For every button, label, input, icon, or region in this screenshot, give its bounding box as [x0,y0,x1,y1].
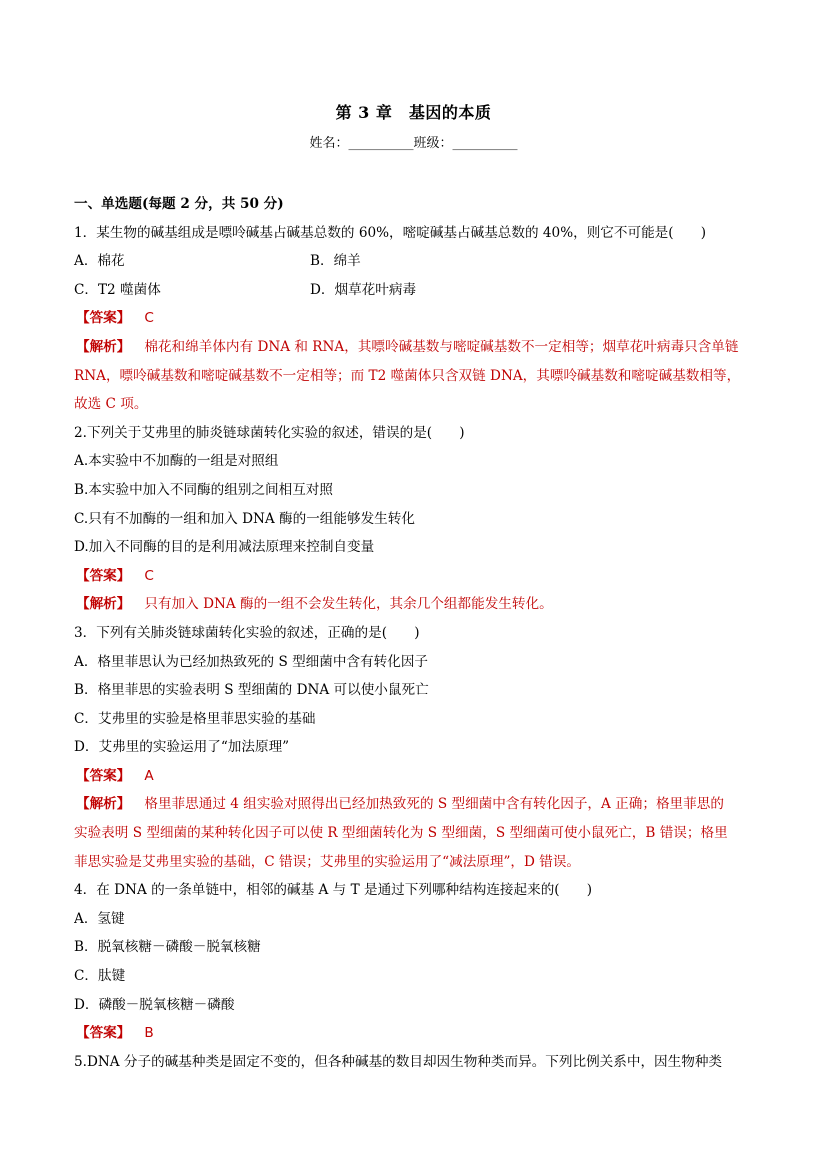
name-class-row [0,132,827,151]
q3-option-c: C．艾弗里的实验是格里菲思实验的基础 [74,710,316,727]
q3-answer [74,762,760,791]
q3-option-a: A．格里菲思认为已经加热致死的 S 型细菌中含有转化因子 [74,653,429,670]
q1-answer [74,304,760,333]
q4-option-d: D．磷酸－脱氧核糖－磷酸 [74,996,235,1013]
q2-analysis-text: 只有加入 DNA 酶的一组不会发生转化，其余几个组都能发生转化。 [144,596,553,613]
q4-answer [74,1019,760,1048]
q2-answer [74,562,760,591]
page-title: 第 3 章 基因的本质 [335,103,492,122]
q3-answer-tag: 【答案】 [76,767,131,784]
q3-analysis-text-1: 格里菲思通过 4 组实验对照得出已经加热致死的 S 型细菌中含有转化因子，A 正确；格里菲思的 [144,796,724,813]
q4-option-b: B．脱氧核糖－磷酸－脱氧核糖 [74,939,261,956]
q2-analysis-tag: 【解析】 [76,596,131,613]
q1-option-c: C．T2 噬菌体 [74,281,161,298]
q1-analysis-line-1 [74,333,760,362]
q2-stem: 2.下列关于艾弗里的肺炎链球菌转化实验的叙述，错误的是( ) [74,424,465,441]
class-blank: __________ [452,136,518,151]
q1-answer-tag: 【答案】 [76,310,131,327]
q3-analysis-line-3: 菲思实验是艾弗里实验的基础，C 错误；艾弗里的实验运用了“减法原理”，D 错误。 [74,853,581,870]
q1-analysis-line-2: RNA，嘌呤碱基数和嘧啶碱基数不一定相等；而 T2 噬菌体只含双链 DNA，其嘌呤碱基数和嘧啶碱基数相等， [74,367,741,384]
q3-stem: 3．下列有关肺炎链球菌转化实验的叙述，正确的是( ) [74,624,420,641]
q2-option-a: A.本实验中不加酶的一组是对照组 [74,453,279,470]
q1-stem: 1．某生物的碱基组成是嘌呤碱基占碱基总数的 60%，嘧啶碱基占碱基总数的 40%，则它不可能是( ) [74,224,707,241]
q3-answer-value: A [144,767,154,784]
q2-option-b: B.本实验中加入不同酶的组别之间相互对照 [74,481,333,498]
q2-option-d: D.加入不同酶的目的是利用减法原理来控制自变量 [74,539,375,556]
question-content [74,190,760,1076]
q2-answer-value: C [144,567,154,584]
q4-answer-value: B [144,1025,154,1042]
q1-analysis-tag: 【解析】 [76,338,131,355]
q1-options-row-2 [74,276,760,305]
q3-analysis-tag: 【解析】 [76,796,131,813]
q3-option-b: B．格里菲思的实验表明 S 型细菌的 DNA 可以使小鼠死亡 [74,682,429,699]
name-blank: __________ [348,136,414,151]
q2-analysis [74,590,760,619]
q1-analysis-line-3: 故选 C 项。 [74,396,148,413]
class-label: 班级： [413,136,453,151]
q1-option-d: D．烟草花叶病毒 [310,281,417,298]
q4-answer-tag: 【答案】 [76,1025,131,1042]
q2-option-c: C.只有不加酶的一组和加入 DNA 酶的一组能够发生转化 [74,510,415,527]
q1-analysis-text-1: 棉花和绵羊体内有 DNA 和 RNA，其嘌呤碱基数与嘧啶碱基数不一定相等；烟草花叶病毒只含单链 [144,338,739,355]
q1-option-a: A．棉花 [74,253,125,270]
q2-answer-tag: 【答案】 [76,567,131,584]
q3-analysis-line-2: 实验表明 S 型细菌的某种转化因子可以使 R 型细菌转化为 S 型细菌，S 型细菌可使小鼠死亡，B 错误；格里 [74,825,728,842]
q1-options-row-1 [74,247,760,276]
q5-stem: 5.DNA 分子的碱基种类是固定不变的，但各种碱基的数目却因生物种类而异。下列比例关系中，因生物种类 [74,1053,723,1070]
q3-analysis-line-1 [74,790,760,819]
q1-option-b: B．绵羊 [310,253,361,270]
q4-option-a: A．氢键 [74,910,125,927]
q4-option-c: C．肽键 [74,968,126,985]
section-title: 一、单选题(每题 2 分，共 50 分) [74,196,284,212]
q4-stem: 4．在 DNA 的一条单链中，相邻的碱基 A 与 T 是通过下列哪种结构连接起来的( ) [74,882,593,899]
q1-answer-value: C [144,310,154,327]
name-label: 姓名： [309,136,349,151]
q3-option-d: D．艾弗里的实验运用了“加法原理” [74,739,290,756]
